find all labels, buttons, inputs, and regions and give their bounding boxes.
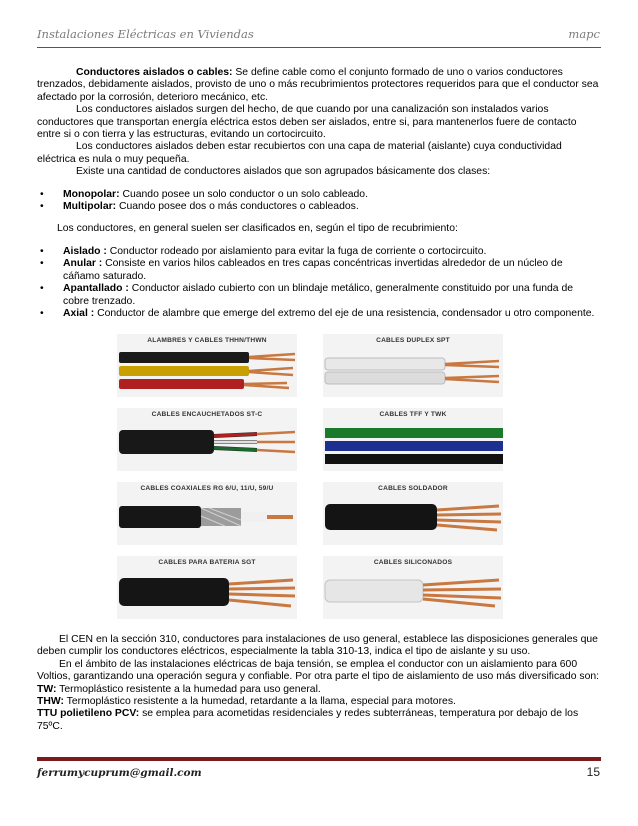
cen-section — [37, 634, 601, 733]
type-thw: THW: Termoplástico resistente a la humedad, retardante a la llama, especial para motores. — [37, 696, 456, 708]
section-title: Conductores aislados o cables: — [76, 67, 233, 78]
cen-paragraph-2: En el ámbito de las instalaciones eléctricas de baja tensión, se emplea el conductor con un aislamiento para 600 Voltios, garantizando una operación segura y confiable. Por otra parte el tipo de aislamiento de uso más diversificado son: — [37, 658, 600, 683]
cable-illustration — [323, 422, 503, 470]
cable-panel: CABLES SOLDADOR — [323, 482, 503, 545]
cable-illustration — [117, 570, 297, 618]
cable-panel: CABLES PARA BATERIA SGT — [117, 556, 297, 619]
coating-intro: Los conductores, en general suelen ser clasificados en, según el tipo de recubrimiento: — [57, 223, 458, 235]
cable-illustration — [323, 570, 503, 618]
cable-panel: CABLES DUPLEX SPT — [323, 334, 503, 397]
intro-paragraph-2: Los conductores aislados surgen del hecho, de que cuando por una canalización son instalados varios conductores que transportan energía eléctrica estos deben ser aislados, entre si, para mantenerlos fuere de contacto entre si o con tierra y las estructuras, evitando un cortocircuito. — [37, 104, 577, 141]
cable-panel: ALAMBRES Y CABLES THHN/THWN — [117, 334, 297, 397]
cable-illustration — [117, 496, 297, 544]
intro-paragraph-4: Existe una cantidad de conductores aislados que son agrupados básicamente dos clases: — [76, 166, 491, 178]
cable-panel: CABLES COAXIALES RG 6/U, 11/U, 59/U — [117, 482, 297, 545]
cable-panel: CABLES SILICONADOS — [323, 556, 503, 619]
list-item: • Aislado : Conductor rodeado por aislamiento para evitar la fuga de corriente o cortocircuito. — [37, 246, 601, 258]
coatings-list — [37, 246, 601, 320]
cable-illustration — [117, 422, 297, 470]
intro-paragraph-3: Los conductores aislados deben estar recubiertos con una capa de material (aislante) cuya conductividad eléctrica es nula o muy pequeña. — [37, 141, 562, 165]
footer-email: ferrumycuprum@gmail.com — [37, 767, 202, 779]
list-item: • Axial : Conductor de alambre que emerge del extremo del eje de una resistencia, condensador u otro componente. — [37, 308, 601, 320]
cable-illustration — [117, 348, 297, 396]
list-item: • Multipolar: Cuando posee dos o más conductores o cableados. — [37, 201, 601, 213]
type-ttu: TTU polietileno PCV: se emplea para acometidas residenciales y redes subterráneas, temperatura por debajo de los 75ºC. — [37, 708, 579, 732]
list-item: • Apantallado : Conductor aislado cubierto con un blindaje metálico, generalmente constituido por una funda de cobre trenzado. — [37, 283, 601, 308]
cable-illustration — [323, 496, 503, 544]
intro-section — [37, 67, 601, 320]
cable-panel: CABLES TFF Y TWK — [323, 408, 503, 471]
cable-panel: CABLES ENCAUCHETADOS ST-C — [117, 408, 297, 471]
list-item: • Monopolar: Cuando posee un solo conductor o un solo cableado. — [37, 189, 601, 201]
classes-list — [37, 189, 601, 214]
cable-types-image — [117, 334, 503, 621]
intro-paragraph-1: Conductores aislados o cables: Se define cable como el conjunto formado de uno o varios conductores trenzados, debidamente aislados, provisto de uno o más recubrimientos protectores requeridos para que el conductor sea afectado por la corrosión, deterioro mecánico, etc. — [37, 67, 599, 103]
cen-paragraph-1: El CEN en la sección 310, conductores para instalaciones de uso general, establece las disposiciones generales que deben cumplir los conductores eléctricos, especialmente la tabla 310-13, indica el tipo de aislante y su uso. — [37, 634, 598, 658]
header-author: mapc — [568, 27, 600, 41]
page-number: 15 — [586, 765, 600, 779]
footer-rule — [37, 757, 601, 761]
type-tw: TW: Termoplástico resistente a la humedad para uso general. — [37, 683, 321, 695]
header-title: Instalaciones Eléctricas en Viviendas — [37, 27, 254, 41]
cable-illustration — [323, 348, 503, 396]
list-item: • Anular : Consiste en varios hilos cableados en tres capas concéntricas invertidas alrededor de un núcleo de cáñamo saturado. — [37, 258, 601, 283]
header-rule — [37, 47, 601, 48]
